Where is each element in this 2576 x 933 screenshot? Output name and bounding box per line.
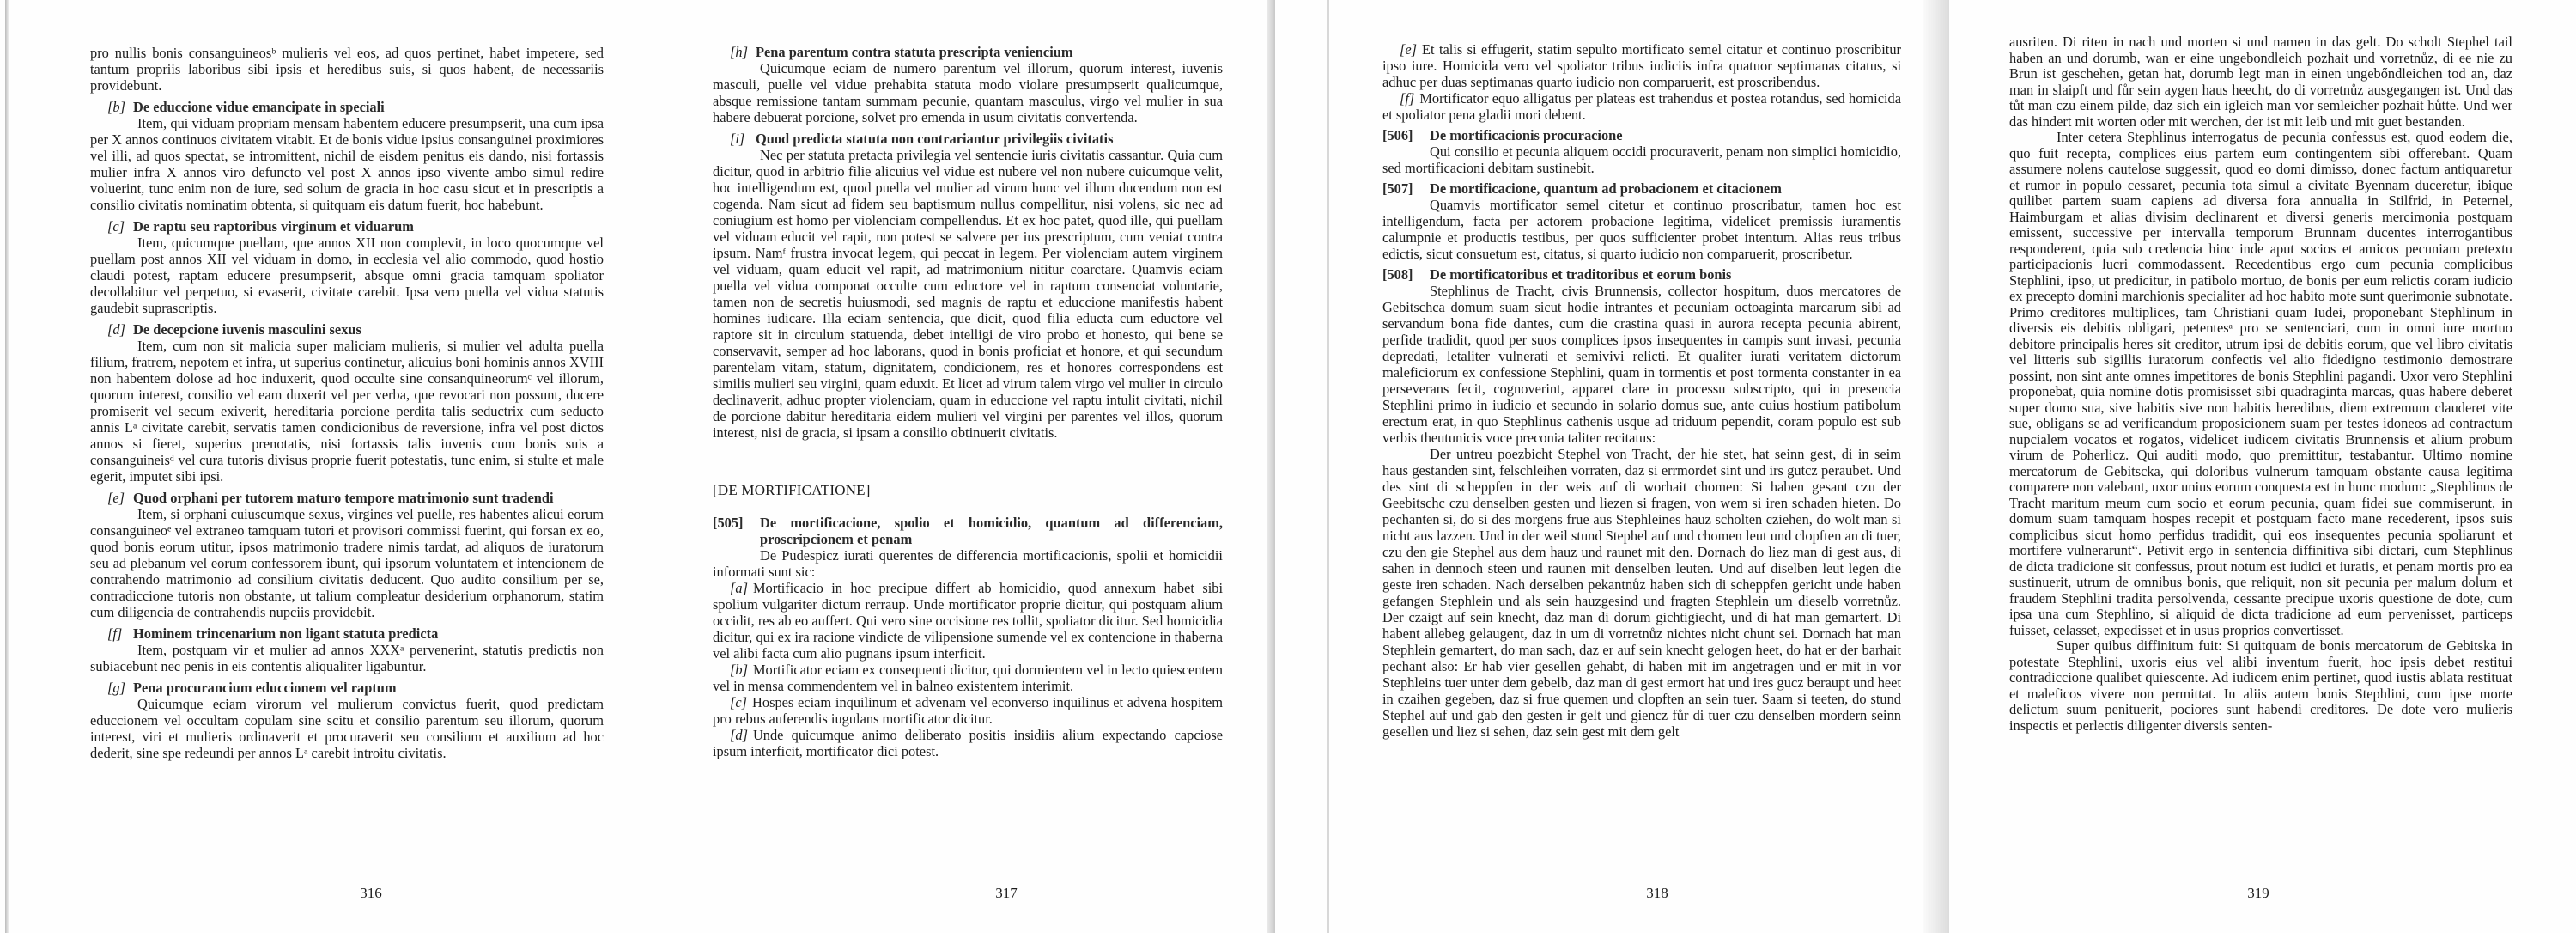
page-edge-shadow — [1267, 0, 1275, 933]
subsection-paragraph — [713, 662, 1223, 694]
section-heading — [90, 99, 604, 115]
section-label: [b] — [107, 99, 125, 115]
page-edge-shadow — [5, 0, 9, 933]
section-heading — [713, 515, 1223, 547]
paragraph: Inter cetera Stephlinus interrogatus de pecunia confessus est, quod eodem die, quo fuit recepta, complices eius partem eum contingentem sibi offerebant. Quam assumere nolens cautelose suggessit, quod eo domi dimisso, donec factum antiquaretur et rumor in populo cessaret, pecunia tota simul a civitate Byennam duceretur, ibique quilibet partem suam capiens ad diversa fora annualia in Stilfrid, in Peternel, Haimburgam et alias divisim declinarent et diversi generis mercimonia postquam emissent, successive per intervalla temporum Brunnam ducentes interrogantibus responderent, quia sub credencia hinc inde aput socios et amicos pecuniam pretextu participacionis lucri commodassent. Recedentibus ergo cum pecunia complicibus Stephlini, ipso, ut predicitur, in patibolo mortuo, de bonis per eum relictis coram iudicio ex precepto domini marchionis specialiter ad hoc habito mote sunt querimonie subnotate. Primo creditores multiplices, tam Christiani quam Iudei, proponebant Stephlinum in diversis eis debitis obligari, petentesᵃ pro se sentenciari, cum in omni iure mortuo debitore principalis heres sit creditor, utrum ipsi de debitis eorum, que vel libro civitatis vel litteris sub sigillis iuratorum confectis vel alio fidedigno testimonio demostrare possint, non sint ante omnes impetitores de bonis Stephlini pagandi. Uxor vero Stephlini proponebat, quia nomine dotis promisisset sibi quadraginta marcas, quas habere deberet super domo sua, sive habitis sive non habitis heredibus, diem extremum clauderet vite sue, obligans se ad verificandum proposicionem suam per testes idoneos ad contractum nupcialem vocatos et rogatos, videlicet iudicem civitatis Brunnensis et alium probum virum de Poherlicz. Qui auditi modo, quo premittitur, testabantur. Ultimo nomine mercatorum de Gebitscka, qui doloribus vulnerum tamquam obstante causa legitima comparere non valebant, uxor unius eorum conquesta est in hunc modum: „Stephlinus de Tracht maritum meum cum socio et eorum pecunia, quam fidei sue commiserunt, in domum suam tamquam hospes recepit et postquam facto mane recederent, ipsos suis complicibus sicut homo perfidus tradidit, qui eos insequentes pecunia spoliarunt et mortifere vulnerarunt“. Petivit ergo in sentencia diffinitiva sibi dictari, cum Stephlinus de dicta tradicione sit confessus, prout notum est iudici et iuratis, et penam mortis pro ea sustinuerit, utrum de omnibus bonis, que reliquit, non sit pecunia per malum dolum et fraudem Stephlini tradita persolvenda, cessante precipue uxoris questione de dote, cum ipsa una cum Stephlino, si aliquid de dicta tradicione ad eum pervenisset, particeps fuisset, celasset, expedisset et in usus proprios convertisset. — [2009, 129, 2512, 638]
page-317 — [661, 0, 1275, 933]
section-label: [508] — [1382, 266, 1413, 283]
section-heading — [90, 680, 604, 696]
section-label: [c] — [107, 218, 125, 235]
subsection-label: [c] — [730, 694, 748, 710]
page-text — [713, 39, 1223, 759]
paragraph: Stephlinus de Tracht, civis Brunnensis, collector hospitum, duos mercatores de Gebitschca domum suam sicut hodie intrantes et pecuniam octoaginta marcarum sibi ad servandum bona fide dantes, cum die crastina quasi in aurora recepta pecunia abirent, perfide tradidit, quod per suos complices ipsos insequentes in campis sunt invasi, pecunia depredati, letaliter vulnerati et semivivi relicti. Et qualiter iurati veritatem dictorum maleficiorum ex confessione Stephlini, quam in tormentis et post tormenta constanter in ea perseverans fecit, cognoverint, apparet clare in processu subscripto, qui in presencia Stephlini primo in iudicio et secundo in solario domus sue, ante cuius hostium patibolum erectum erat, in quo Stephlinus cathenis usque ad triduum pependit, coram populo est sub verbis theutunicis voce preconia taliter recitatus: — [1382, 283, 1901, 446]
chapter-heading: [DE MORTIFICATIONE] — [713, 482, 871, 498]
section-label: [e] — [107, 490, 125, 506]
paragraph: Item, cum non sit malicia super maliciam mulieris, si mulier vel adulta puella filium, fratrem, nepotem et infra, ut superius continetur, alicuius boni hominis annos XVIII non habentem dolose ad hoc induxerit, quod occulte sine consanquineorumᶜ vel illorum, quorum interest, consilio vel eam duxerit vel per verba, que revocari non possunt, ducere promiserit vel secum exiverit, hereditaria porcione perdita talis seductrix cum seducto annis Lᵃ civitate carebit, servatis tamen condicionibus de reversione, infra vel post dictos annos si fieret, superius prenotatis, nisi fortassis talis iuvenis cum bonis suis a consanguineisᵈ vel cura tutoris divisus proprie fuerit potestatis, tunc enim, si stulte et male egerit, imputet sibi ipsi. — [90, 338, 604, 485]
paragraph: Nec per statuta pretacta privilegia vel sentencie iuris civitatis cassantur. Quia cum dicitur, quod in arbitrio filie alicuius vel vidue est nubere vel non nubere cuicumque velit, hoc intelligendum est, quod puella vel mulier ad virum hunc vel illum ducendum non est cogenda. Nam sicut ad fidem seu baptismum nullus compellitur, nisi volens, sic nec ad coniugium est homo per violenciam compellendus. Et ex hoc patet, quod ille, qui puellam vel viduam educit vel rapit, non potest se salvere per ius prescriptum, cum veniat contra ipsum. Namᶠ frustra invocat legem, qui peccat in legem. Per violenciam autem virginem vel viduam, quam educit vel rapit, ad matrimonium nititur coarctare. Quamvis eciam puella vel vidua componat occulte cum eductore vel in raptum consenciat voluntarie, tamen non de secretis huiusmodi, sed magnis de raptu et educcione manifestis habent homines iudicare. Illa eciam sentencia, que dicit, quod filia educta cum eductore vel raptore sit in circulum statuenda, debet intelligi de viro probo et honesto, qui bene se conservavit, semper ad hoc laborans, quod in bonis proficiat et honore, et qui secundum parentelam vitam, statum, dignitatem, condicionem, res et honores correspondens est similis mulieri seu virgini, quam eduxit. Et licet ad virum talem virgo vel mulier in circulo declinaverit, adhuc propter violenciam, quam in educcione vel raptu intulit civitati, nichil de porcione dabitur hereditaria eidem mulieri vel virgini per parentes vel illos, quorum interest, nisi de gracia, si ipsam a consilio obtinuerit civitatis. — [713, 147, 1223, 441]
subsection-paragraph — [713, 727, 1223, 759]
section-heading — [90, 321, 604, 338]
section-title: De educcione vidue emancipate in speciali — [133, 99, 385, 115]
subsection-paragraph — [1382, 90, 1901, 123]
section-label: [d] — [107, 321, 125, 338]
paragraph: Item, quicumque puellam, que annos XII non complevit, in loco quocumque vel puellam post annos XII vel viduam in domo, in ecclesia vel alio commodo, quod hostio claudi potest, raptam educere presumpserit, absque omni gracia tamquam spoliator decollabitur vel perpetuo, si evaserit, civitate carebit. Ipsa vero puella vel vidua statutis gaudebit suprascriptis. — [90, 235, 604, 316]
paragraph-text: Unde quicumque animo deliberato positis insidiis alium expectando capciose ipsum interficit, mortificator dici potest. — [713, 727, 1223, 759]
section-title: Hominem trincenarium non ligant statuta predicta — [133, 625, 439, 642]
page-text — [2009, 34, 2512, 734]
subsection-paragraph — [713, 694, 1223, 727]
subsection-label: [d] — [730, 727, 748, 743]
section-heading — [90, 218, 604, 235]
section-title: De mortificacionis procuracione — [1430, 127, 1623, 143]
section-title: De mortificacione, quantum ad probacionem et citacionem — [1430, 180, 1782, 197]
section-heading — [1382, 266, 1901, 283]
section-title: Pena parentum contra statuta prescripta veniencium — [756, 44, 1073, 60]
paragraph-text: Mortificator eciam ex consequenti dicitur, qui dormientem vel in lecto quiescentem vel in mensa commendentem vel in balneo existentem interimit. — [713, 662, 1223, 694]
paragraph: Quicumque eciam de numero parentum vel illorum, quorum interest, iuvenis masculi, puelle vel vidue prehabita statuta modo violare presumpserit qualicumque, absque remissione tantam summam pecunie, quantam masculus, virgo vel mulier in sua habere debuerat porcione, solvet pro emenda in usum civitatis convertenda. — [713, 60, 1223, 125]
page-318 — [1275, 0, 1949, 933]
paragraph: Der untreu poezbicht Stephel von Tracht, der hie stet, hat seinn gest, di in seim haus gestanden sint, felschleihen vorraten, daz si errmordet sint und irs gutcz peraubet. Und des sint di scheppfen in der weis auf di worhait chomen: Si haben gesant czu der Geebitschc czu denselben gesten und liezen si fragen, von wem si iren schaden hieten. Do pechanten si, do si des morgens frue aus Stephleines hauz scholten cziehen, do wolt man si nicht aus lazzen. Und in der weil stund Stephel auf und chomen leut und clopften an di tuer, czu den gie Stephel aus dem hauz und raunet mit den. Dornach do liez man di gest aus, di sahen in dennoch steen und raunen mit denselben leuten. Und auf diselben leut legen die geste iren schaden. Nach derselben pekantnůz haben sich di scheppfen gericht unde haben gefangen Stephlein und als sein hauzgesind und fragten Stephlein um dieselb vorretnůz. Der czaigt auf sein knecht, daz man di dorum gichtigiecht, und di hat man gemartert. Di habent allebeg gelaugent, daz in um di vorretnůz nichtes nicht chunt sei. Dornach hat man Stephlein gemartert, do man sach, daz er auf sein knecht gelogen heet, do hat er der barhait pechant also: Er hab vier gesellen gehabt, di haben mit im angetragen und er mit in vor Stephleins tuer unter dem gebelb, daz man di gest ermort hat und ires gucz beraupt und heet in czaihen gegeben, daz si frue quemen und clopften an sein tuer. Saam si teeten, do stund Stephel auf und gab den gesten ir gelt und giencz fůr di tuer czu denselben mordern seinn gesellen und liez si sehen, daz sein gest mit dem gelt — [1382, 446, 1901, 740]
subsection-paragraph — [1382, 41, 1901, 90]
paragraph-text: Et talis si effugerit, statim sepulto mortificato semel citatur et continuo proscribitur ipso iure. Homicida vero vel spoliator tribus iudiciis infra quatuor septimanas citatus, si adhuc per duas septimanas quarto iudicio non comparuerit, est proscribendus. — [1382, 41, 1901, 90]
paragraph: Super quibus diffinitum fuit: Si quitquam de bonis mercatorum de Gebitska in potestate Stephlini, uxoris eius vel alibi inventum fuerit, hoc ipsis debet restitui contradiccione qualibet quiescente. Ad iudicem enim pertinet, quod iustis ablata restituat et maleficos vivere non permittat. In aliis autem bonis Stephlini, cum ipse morte delictum suum penituerit, pociores sunt habendi creditores. De dote vero mulieris inspectis et perlectis diligenter diversis senten- — [2009, 637, 2512, 734]
page-number: 319 — [2247, 885, 2269, 901]
section-title: De mortificacione, spolio et homicidio, quantum ad differenciam, proscripcionem et penam — [760, 515, 1223, 547]
section-label: [505] — [713, 515, 744, 531]
paragraph: Qui consilio et pecunia aliquem occidi procuraverit, penam non simplici homicidio, sed mortificacioni debitam sustinebit. — [1382, 143, 1901, 176]
subsection-label: [b] — [730, 662, 748, 678]
section-label: [i] — [730, 131, 745, 147]
section-title: Quod orphani per tutorem maturo tempore matrimonio sunt tradendi — [133, 490, 554, 506]
paragraph: Item, qui viduam propriam mensam habentem educere presumpserit, una cum ipsa per X annos continuos civitatem vitabit. Et de bonis vidue ipsius consanguinei proximiores vel illi, ad quos spectat, se intromittent, nichil de eisdem penitus eis dando, nisi fortassis mulier infra X annos viro defuncto vel post X annos ipso vivente ambo simul redire voluerint, tunc enim non de iure, sed solum de gracia in hoc casu sicut et in prescriptis a consilio civitatis nominatim obtenta, si quitquam eis datum fuerit, hoc habebunt. — [90, 115, 604, 213]
paragraph-text: Mortificacio in hoc precipue differt ab homicidio, quod annexum habet sibi spolium vulgariter dictum rerraup. Unde mortificator proprie dicitur, qui postquam alium occidit, res ab eo auffert. Qui vero sine occisione res tollit, spoliator dicitur. Sed homicidia dicitur, qui ex ira racione vindicte de vilipensione sumende vel ex contencione in thaberna vel alibi facta cum alio pugnans ipsum interficit. — [713, 580, 1223, 662]
page-text — [90, 45, 604, 761]
subsection-label: [f] — [1400, 90, 1415, 107]
page-319 — [1949, 0, 2576, 933]
section-label: [507] — [1382, 180, 1413, 197]
paragraph: ausriten. Di riten in nach und morten si und namen in das gelt. Do scholt Stephel tail haben an und dorumb, wan er eine ungebondleich pozhait und vorretnůz, di ee nie zu Brun ist geschehen, getan hat, dorumb legt man in einen ungebőndleichen tod an, daz man in slaipft und fůr sein aygen haus heecht, do di vorretnůz ausgegangen ist. Und das tůt man czu einem pilde, daz sich ein igleich man vor semleicher pozhait hůtte. Und wer das hindert mit worten oder mit werchen, der ist mit leib und mit guet bestanden. — [2009, 34, 2512, 130]
section-title: Quod predicta statuta non contrariantur privilegiis civitatis — [756, 131, 1114, 147]
page-text — [1382, 41, 1901, 740]
page-edge-shadow — [1923, 0, 1949, 933]
subsection-label: [a] — [730, 580, 748, 596]
paragraph: De Pudespicz iurati querentes de differencia mortificacionis, spolii et homicidii informati sunt sic: — [713, 547, 1223, 580]
section-label: [506] — [1382, 127, 1413, 143]
section-title: De raptu seu raptoribus virginum et viduarum — [133, 218, 414, 235]
page-316 — [0, 0, 661, 933]
section-label: [g] — [107, 680, 125, 696]
section-label: [h] — [730, 44, 748, 60]
paragraph: Quamvis mortificator semel citetur et continuo proscribatur, tamen hoc est intelligendum, facta per actorem probacione legitima, videlicet premissis iuramentis calumpnie et productis testibus, per quos sufficienter probet intentum. Alias reus tribus edictis, sicut consuetum est, citatus, si quarto iudicio non comparuerit, proscribetur. — [1382, 197, 1901, 262]
paragraph: Item, si orphani cuiuscumque sexus, virgines vel puelle, res habentes alicui eorum consanguineoᵉ vel extraneo tamquam tutori et provisori commissi fuerint, qui forsan ex eo, quod bonis eorum utitur, ipsos matrimonio tradere nimis tardat, ad aliquos de iuratorum seu ad plebanum vel eorum confessorem ibunt, qui ipsorum voluntatem et intencionem de contrahendo matrimonio ad consilium civitatis deducent. Quo audito consilium per se, contradiccione tutoris non obstante, ut talium compleatur desiderium orphanorum, statim cum diligencia de contrahendis nupciis providebit. — [90, 506, 604, 620]
paragraph: Quicumque eciam virorum vel mulierum convictus fuerit, quod predictam educcionem vel occultam copulam sine scitu et consilio parentum seu illorum, quorum interest, viri et mulieris ordinaverit et procuraverit seu consilium et auxilium ad hoc dederit, sine spe redeundi per annos Lᵃ carebit introitu civitatis. — [90, 696, 604, 761]
section-title: De decepcione iuvenis masculini sexus — [133, 321, 361, 338]
subsection-label: [e] — [1400, 41, 1418, 58]
section-label: [f] — [107, 625, 123, 642]
paragraph: pro nullis bonis consanguineosᵇ mulieris vel eos, ad quos pertinet, habet impetere, sed tantum propriis laboribus sibi ipsis et heredibus suis, si quos habent, de necessariis providebunt. — [90, 45, 604, 94]
page-number: 318 — [1646, 885, 1668, 901]
section-heading — [713, 131, 1223, 147]
section-title: Pena procurancium educcionem vel raptum — [133, 680, 397, 696]
paragraph-text: Hospes eciam inquilinum et advenam vel econverso inquilinus et advena hospitem pro rebus auferendis iugulans mortificator dicitur. — [713, 694, 1223, 727]
page-number: 316 — [360, 885, 382, 901]
subsection-paragraph — [713, 580, 1223, 662]
page-number: 317 — [995, 885, 1018, 901]
section-heading — [713, 44, 1223, 60]
page-edge-shadow — [1327, 0, 1329, 933]
paragraph-text: Mortificator equo alligatus per plateas est trahendus et postea rotandus, sed homicida et spoliator pena gladii mori debent. — [1382, 90, 1901, 123]
section-title: De mortificatoribus et traditoribus et eorum bonis — [1430, 266, 1732, 283]
section-heading — [90, 490, 604, 506]
section-heading — [1382, 180, 1901, 197]
section-heading — [90, 625, 604, 642]
paragraph: Item, postquam vir et mulier ad annos XXXᵃ pervenerint, statutis predictis non subiacebunt nec penis in eis contentis aliqualiter ligabuntur. — [90, 642, 604, 674]
section-heading — [1382, 127, 1901, 143]
